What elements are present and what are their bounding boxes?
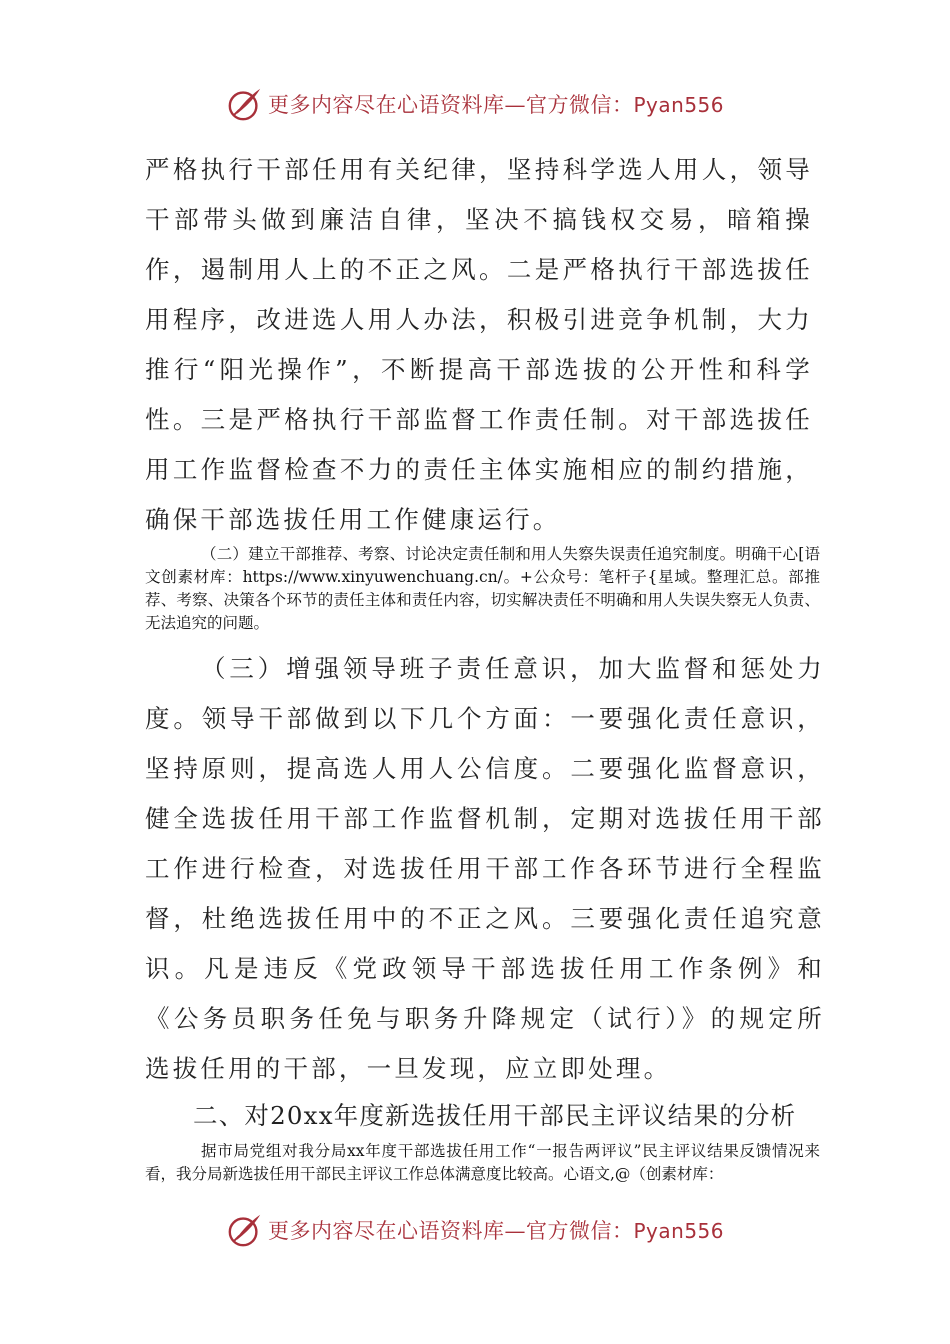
section-heading: 二、对20xx年度新选拔任用干部民主评议结果的分析: [193, 1101, 797, 1130]
wechat-id: Pyan556: [633, 1219, 724, 1243]
paragraph-2: （二）建立干部推荐、考察、讨论决定责任制和用人失察失误责任追究制度。明确干心[语文创素材库：https://www.xinyuwenchuang.cn/。+公众号：笔杆子{星域。整理汇总。部推荐、考察、决策各个环节的责任主体和责任内容，切实解决责任不明确和用人失误失察无人负责、无法追究的问题。: [145, 545, 820, 632]
footer-banner: [0, 1208, 950, 1252]
banner-text: 更多内容尽在心语资料库—官方微信：Pyan556: [267, 93, 724, 117]
wechat-id: Pyan556: [633, 93, 724, 117]
quill-pen-icon: [226, 85, 264, 123]
paragraph-1: 严格执行干部任用有关纪律，坚持科学选人用人，领导干部带头做到廉洁自律，坚决不搞钱权交易，暗箱操作，遏制用人上的不正之风。二是严格执行干部选拔任用程序，改进选人用人办法，积极引进竞争机制，大力推行“阳光操作”，不断提高干部选拔的公开性和科学性。三是严格执行干部监督工作责任制。对干部选拔任用工作监督检查不力的责任主体实施相应的制约措施，确保干部选拔任用工作健康运行。: [145, 155, 813, 534]
paragraph-4: 据市局党组对我分局xx年度干部选拔任用工作“一报告两评议”民主评议结果反馈情况来看，我分局新选拔任用干部民主评议工作总体满意度比较高。心语文,@（创素材库：: [145, 1142, 820, 1183]
paragraph-3: （三）增强领导班子责任意识，加大监督和惩处力度。领导干部做到以下几个方面：一要强化责任意识，坚持原则，提高选人用人公信度。二要强化监督意识，健全选拔任用干部工作监督机制，定期对选拔任用干部工作进行检查，对选拔任用干部工作各环节进行全程监督，杜绝选拔任用中的不正之风。三要强化责任追究意识。凡是违反《党政领导干部选拔任用工作条例》和《公务员职务任免与职务升降规定（试行）》的规定所选拔任用的干部，一旦发现，应立即处理。: [145, 654, 825, 1083]
banner-text: 更多内容尽在心语资料库—官方微信：Pyan556: [267, 1219, 724, 1243]
quill-pen-icon: [226, 1211, 264, 1249]
header-banner: [0, 82, 950, 126]
